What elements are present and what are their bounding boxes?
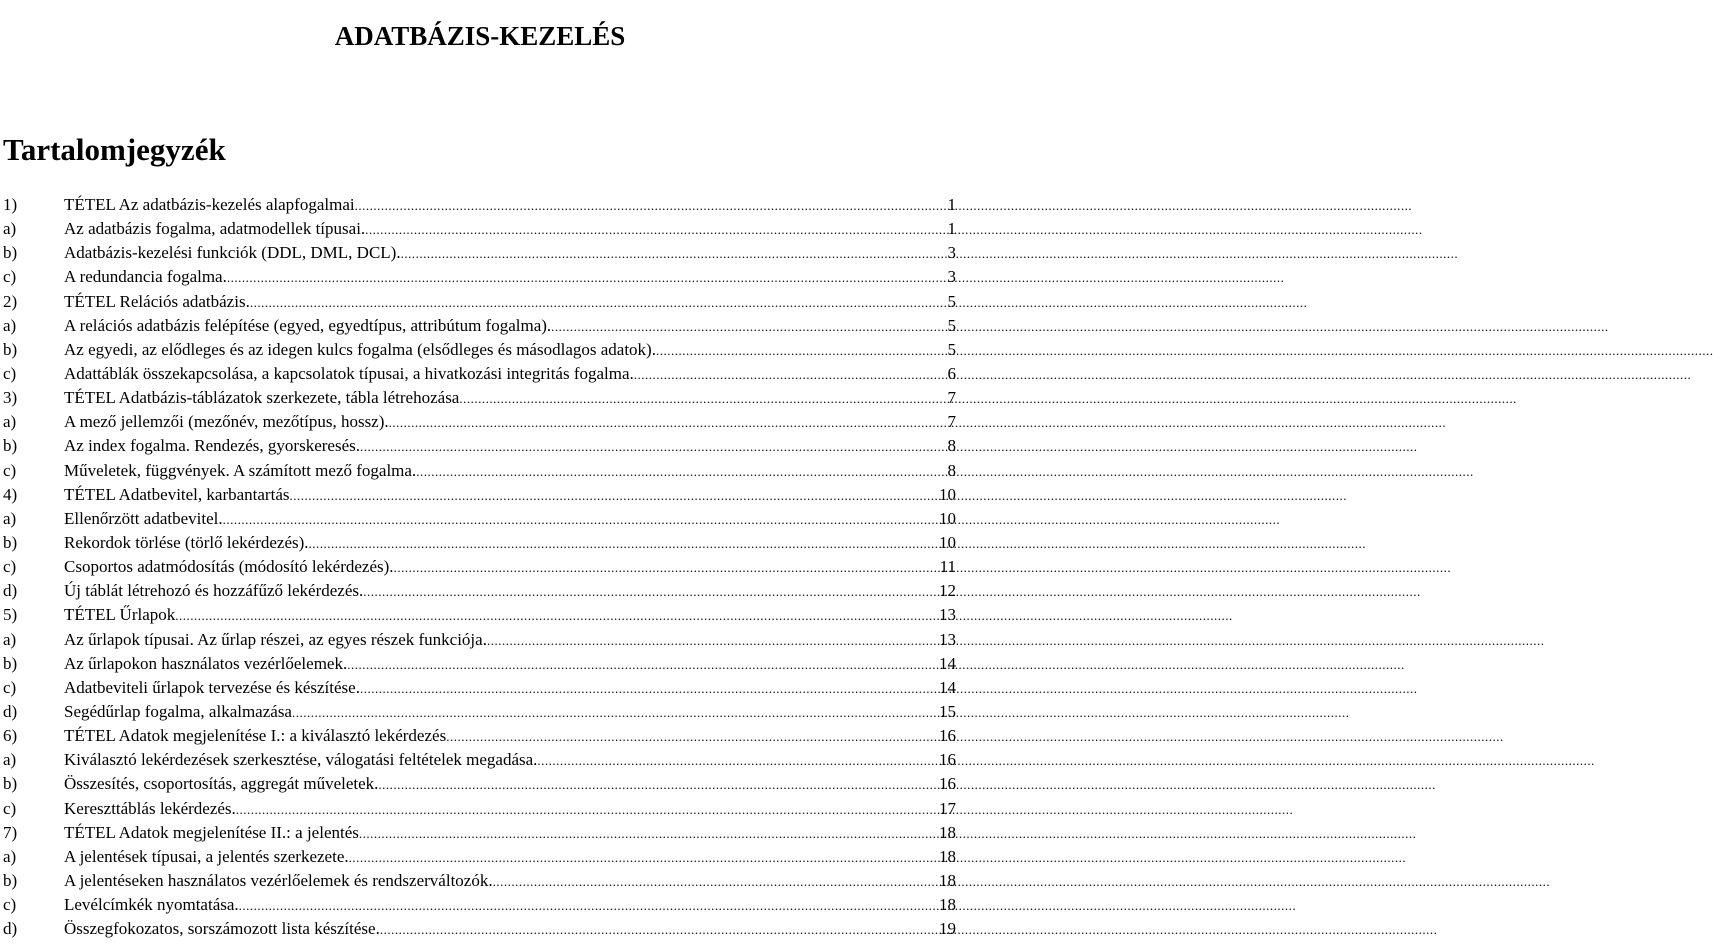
toc-entry-page-number: 13 xyxy=(939,605,956,625)
toc-entry-text: TÉTEL Űrlapok xyxy=(64,605,176,625)
toc-entry[interactable] xyxy=(3,893,956,917)
toc-entry[interactable] xyxy=(3,603,956,627)
toc-entry-label: a) xyxy=(3,750,17,770)
toc-entry-page-number: 17 xyxy=(939,798,956,818)
toc-entry-page-number: 11 xyxy=(939,557,956,577)
toc-entry-text: Csoportos adatmódosítás (módosító lekérdezés). xyxy=(64,557,394,577)
toc-entry[interactable] xyxy=(3,700,956,724)
toc-entry-page-number: 7 xyxy=(947,388,956,408)
toc-entry-text: A jelentések típusai, a jelentés szerkezete. xyxy=(64,846,349,866)
toc-entry[interactable] xyxy=(3,217,956,241)
toc-dot-leader xyxy=(250,291,947,315)
toc-entry-page-number: 8 xyxy=(947,460,956,480)
toc-entry[interactable] xyxy=(3,917,956,941)
toc-entry-label: a) xyxy=(3,315,17,335)
toc-dot-leader xyxy=(459,387,946,411)
toc-entry-label: c) xyxy=(3,798,17,818)
toc-entry-label: b) xyxy=(3,870,18,890)
toc-entry-label: c) xyxy=(3,267,17,287)
toc-entry-page-number: 8 xyxy=(947,436,956,456)
toc-dot-leader xyxy=(537,749,938,773)
toc-entry[interactable] xyxy=(3,193,956,217)
toc-entry-text: TÉTEL Adatok megjelenítése II.: a jelentés xyxy=(64,822,359,842)
toc-entry-text: A redundancia fogalma. xyxy=(64,267,227,287)
toc-entry-page-number: 16 xyxy=(939,774,956,794)
toc-dot-leader xyxy=(309,532,938,556)
toc-entry-label: d) xyxy=(3,701,18,721)
toc-entry-text: Adatbázis-kezelési funkciók (DDL, DML, DCL). xyxy=(64,243,401,263)
toc-entry-page-number: 18 xyxy=(939,846,956,866)
toc-entry-text: A relációs adatbázis felépítése (egyed, egyedtípus, attribútum fogalma). xyxy=(64,315,552,335)
toc-entry-label: 5) xyxy=(3,605,18,625)
toc-entry[interactable] xyxy=(3,410,956,434)
toc-entry-text: A mező jellemzői (mezőnév, mezőtípus, hossz). xyxy=(64,412,389,432)
toc-heading: Tartalomjegyzék xyxy=(3,131,226,167)
toc-entry-label: 2) xyxy=(3,291,18,311)
toc-entry-page-number: 18 xyxy=(939,822,956,842)
toc-entry[interactable] xyxy=(3,531,956,555)
toc-entry-label: a) xyxy=(3,508,17,528)
toc-dot-leader xyxy=(292,701,938,725)
toc-entry[interactable] xyxy=(3,748,956,772)
toc-entry-page-number: 5 xyxy=(947,315,956,335)
toc-entry-label: c) xyxy=(3,363,17,383)
toc-entry[interactable] xyxy=(3,652,956,676)
toc-entry-page-number: 3 xyxy=(947,267,956,287)
toc-entry-page-number: 19 xyxy=(939,919,956,939)
toc-entry-text: Összesítés, csoportosítás, aggregát műveletek. xyxy=(64,774,379,794)
toc-entry-label: b) xyxy=(3,436,18,456)
toc-dot-leader xyxy=(349,846,938,870)
toc-entry-page-number: 16 xyxy=(939,750,956,770)
toc-entry-label: d) xyxy=(3,919,18,939)
toc-entry-text: Az űrlapokon használatos vezérlőelemek. xyxy=(64,653,348,673)
toc-entry[interactable] xyxy=(3,507,956,531)
toc-entry-page-number: 10 xyxy=(939,484,956,504)
toc-entry[interactable] xyxy=(3,555,956,579)
toc-entry-label: a) xyxy=(3,846,17,866)
toc-dot-leader xyxy=(446,725,938,749)
toc-entry-text: Az egyedi, az elődleges és az idegen kulcs fogalma (elsődleges és másodlagos adatok). xyxy=(64,339,656,359)
toc-entry[interactable] xyxy=(3,483,956,507)
toc-entry-page-number: 1 xyxy=(947,195,956,214)
toc-entry-text: Levélcímkék nyomtatása. xyxy=(64,895,239,915)
toc-entry-page-number: 3 xyxy=(947,243,956,263)
toc-entry-text: TÉTEL Adatbázis-táblázatok szerkezete, tábla létrehozása xyxy=(64,388,460,408)
toc-entry[interactable] xyxy=(3,434,956,458)
toc-entry-text: TÉTEL Relációs adatbázis. xyxy=(64,291,250,311)
toc-entry[interactable] xyxy=(3,579,956,603)
toc-entry[interactable] xyxy=(3,772,956,796)
toc-entry-page-number: 16 xyxy=(939,726,956,746)
toc-entry-text: Új táblát létrehozó és hozzáfűző lekérdezés. xyxy=(64,581,364,601)
toc-entry[interactable] xyxy=(3,241,956,265)
toc-dot-leader xyxy=(401,242,947,266)
toc-dot-leader xyxy=(289,484,938,508)
toc-entry-page-number: 12 xyxy=(939,581,956,601)
toc-dot-leader xyxy=(389,411,947,435)
toc-entry[interactable] xyxy=(3,386,956,410)
toc-entry-text: Adattáblák összekapcsolása, a kapcsolatok típusai, a hivatkozási integritás fogalma. xyxy=(64,363,634,383)
toc-entry[interactable] xyxy=(3,290,956,314)
toc-entry[interactable] xyxy=(3,628,956,652)
toc-entry-page-number: 10 xyxy=(939,508,956,528)
toc-entry-label: 7) xyxy=(3,822,18,842)
toc-entry-text: TÉTEL Adatok megjelenítése I.: a kiválasztó lekérdezés xyxy=(64,726,447,746)
toc-dot-leader xyxy=(380,918,938,942)
toc-dot-leader xyxy=(360,677,938,701)
toc-entry-label: a) xyxy=(3,412,17,432)
toc-entry-page-number: 5 xyxy=(947,291,956,311)
toc-entry-label: c) xyxy=(3,460,17,480)
toc-entry-page-number: 18 xyxy=(939,870,956,890)
toc-dot-leader xyxy=(175,604,938,628)
toc-dot-leader xyxy=(394,556,939,580)
toc-entry[interactable] xyxy=(3,797,956,821)
toc-entry-label: a) xyxy=(3,629,17,649)
toc-entry-label: b) xyxy=(3,339,18,359)
toc-entry[interactable] xyxy=(3,869,956,893)
toc-entry-page-number: 14 xyxy=(939,653,956,673)
toc-dot-leader xyxy=(236,798,938,822)
toc-dot-leader xyxy=(363,580,938,604)
toc-entry-page-number: 1 xyxy=(947,219,956,239)
toc-entry-text: Az adatbázis fogalma, adatmodellek típusai. xyxy=(64,219,366,239)
toc-entry-label: 4) xyxy=(3,484,18,504)
toc-entry[interactable] xyxy=(3,845,956,869)
toc-dot-leader xyxy=(493,870,938,894)
toc-dot-leader xyxy=(416,460,946,484)
toc-entry-label: 3) xyxy=(3,388,18,408)
toc-entry-text: Segédűrlap fogalma, alkalmazása xyxy=(64,701,292,721)
toc-entry[interactable] xyxy=(3,314,956,338)
toc-entry-label: c) xyxy=(3,557,17,577)
toc-dot-leader xyxy=(365,218,946,242)
toc-dot-leader xyxy=(239,894,938,918)
toc-entry-label: b) xyxy=(3,774,18,794)
toc-dot-leader xyxy=(223,508,938,532)
toc-entry-text: Kereszttáblás lekérdezés. xyxy=(64,798,236,818)
toc-entry[interactable] xyxy=(3,676,956,700)
toc-entry-label: b) xyxy=(3,243,18,263)
toc-entry-label: 6) xyxy=(3,726,18,746)
toc-dot-leader xyxy=(378,773,938,797)
toc-entry[interactable] xyxy=(3,265,956,289)
toc-entry-label: b) xyxy=(3,653,18,673)
toc-dot-leader xyxy=(355,194,947,218)
toc-entry[interactable] xyxy=(3,459,956,483)
toc-entry-label: b) xyxy=(3,532,18,552)
toc-entry-text: Adatbeviteli űrlapok tervezése és készítése. xyxy=(64,677,360,697)
toc-entry[interactable] xyxy=(3,338,956,362)
toc-entry-page-number: 14 xyxy=(939,677,956,697)
toc-dot-leader xyxy=(634,363,947,387)
toc-entry-page-number: 10 xyxy=(939,532,956,552)
toc-entry-text: Az index fogalma. Rendezés, gyorskeresés. xyxy=(64,436,360,456)
table-of-contents xyxy=(3,193,956,941)
toc-entry-label: c) xyxy=(3,677,17,697)
toc-entry-text: Rekordok törlése (törlő lekérdezés). xyxy=(64,532,309,552)
toc-entry-text: TÉTEL Adatbevitel, karbantartás xyxy=(64,484,290,504)
toc-dot-leader xyxy=(227,266,947,290)
toc-entry-page-number: 5 xyxy=(947,339,956,359)
toc-dot-leader xyxy=(487,629,938,653)
toc-entry-text: Kiválasztó lekérdezések szerkesztése, válogatási feltételek megadása. xyxy=(64,750,538,770)
toc-entry-label: a) xyxy=(3,219,17,239)
toc-entry-page-number: 7 xyxy=(947,412,956,432)
toc-entry-text: Az űrlapok típusai. Az űrlap részei, az egyes részek funkciója. xyxy=(64,629,487,649)
toc-entry-text: Összegfokozatos, sorszámozott lista készítése. xyxy=(64,919,380,939)
toc-entry-label: 1) xyxy=(3,195,18,214)
document-title: ADATBÁZIS-KEZELÉS xyxy=(334,21,626,52)
toc-entry-text: TÉTEL Az adatbázis-kezelés alapfogalmai xyxy=(64,195,355,214)
toc-entry-page-number: 15 xyxy=(939,701,956,721)
toc-dot-leader xyxy=(656,339,947,363)
toc-entry-page-number: 13 xyxy=(939,629,956,649)
toc-entry[interactable] xyxy=(3,362,956,386)
toc-entry[interactable] xyxy=(3,821,956,845)
toc-entry-label: d) xyxy=(3,581,18,601)
toc-entry-text: Ellenőrzött adatbevitel. xyxy=(64,508,223,528)
toc-entry[interactable] xyxy=(3,724,956,748)
toc-dot-leader xyxy=(360,435,947,459)
toc-entry-text: A jelentéseken használatos vezérlőelemek és rendszerváltozók. xyxy=(64,870,493,890)
toc-entry-page-number: 6 xyxy=(947,363,956,383)
toc-entry-text: Műveletek, függvények. A számított mező fogalma. xyxy=(64,460,417,480)
toc-entry-page-number: 18 xyxy=(939,895,956,915)
toc-dot-leader xyxy=(347,653,938,677)
toc-entry-label: c) xyxy=(3,895,17,915)
toc-dot-leader xyxy=(551,315,946,339)
toc-dot-leader xyxy=(359,822,938,846)
